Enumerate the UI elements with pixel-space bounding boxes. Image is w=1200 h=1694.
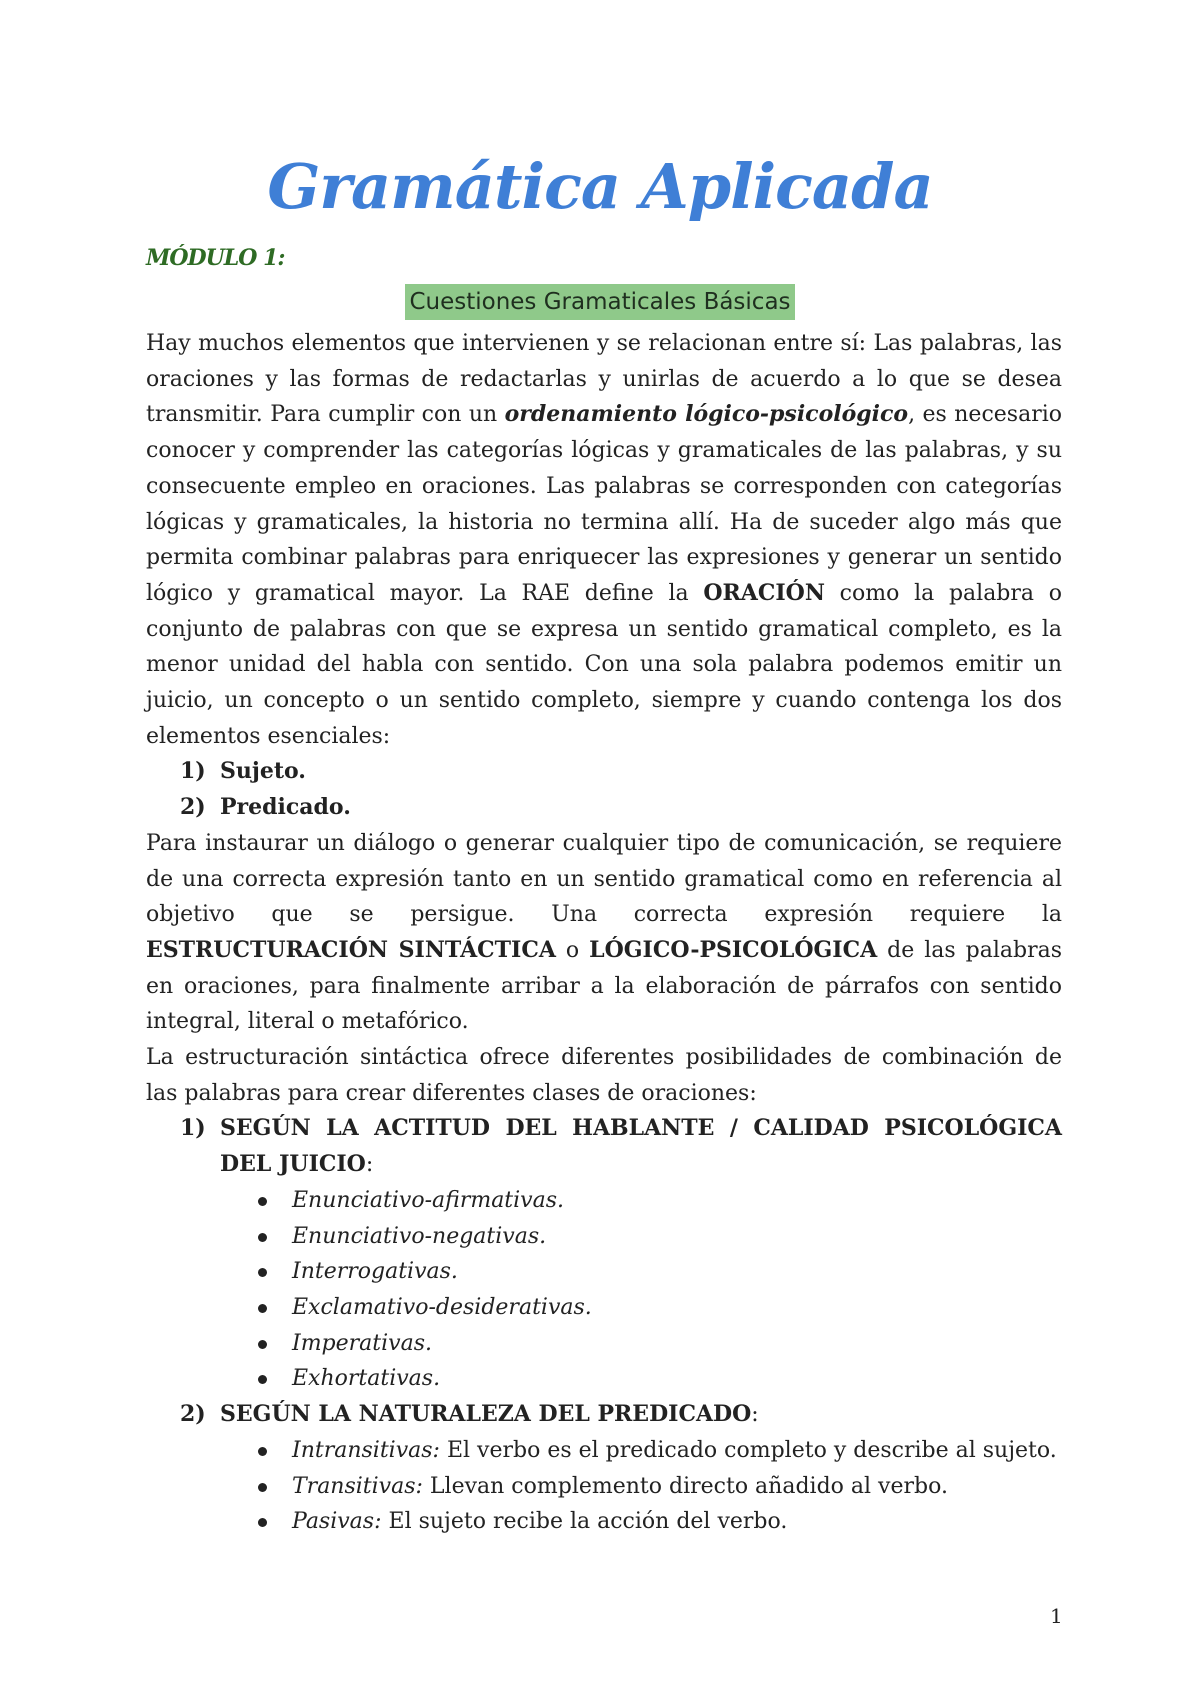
intro-text-2: , es necesario conocer y comprender las categorías lógicas y gramaticales de las palabras, y su consecuente empleo en oraciones. Las palabras se corresponden con categorías lógicas y gramaticales, la historia no termina allí. Ha de suceder algo más que permita combinar palabras para enriquecer las expresiones y generar un sentido lógico y gramatical mayor. La RAE define la [146, 402, 1062, 606]
module-label: MÓDULO 1: [146, 245, 285, 271]
list-item [146, 1361, 1062, 1397]
bullet-term: Pasivas: [292, 1509, 382, 1535]
bullet-icon [258, 1340, 267, 1349]
classification-1-items [146, 1183, 1062, 1397]
list-item [146, 1397, 1062, 1433]
list-item [146, 1433, 1062, 1469]
classification-2-items [146, 1433, 1062, 1540]
list-item [146, 754, 1062, 790]
classification-1 [146, 1111, 1062, 1182]
bullet-icon [258, 1447, 267, 1456]
bullet-desc: Llevan complemento directo añadido al verbo. [422, 1473, 948, 1499]
list-item [146, 1504, 1062, 1540]
page-number: 1 [1050, 1604, 1063, 1628]
bullet-text: Interrogativas. [292, 1259, 458, 1285]
second-paragraph [146, 826, 1062, 1040]
list-item [146, 1183, 1062, 1219]
list-item [146, 1290, 1062, 1326]
intro-text-3: como la palabra o conjunto de palabras con que se expresa un sentido gramatical completo, es la menor unidad del habla con sentido. Con una sola palabra podemos emitir un juicio, un concepto o un sentido completo, siempre y cuando contenga los dos elementos esenciales: [146, 580, 1062, 749]
list-number: 1) [180, 758, 206, 785]
second-connector: o [555, 937, 590, 963]
bullet-icon [258, 1375, 267, 1384]
intro-text-1: Hay muchos elementos que intervienen y se relacionan entre sí: Las palabras, las oraciones y las formas de redactarlas y unirlas de acuerdo a lo que se desea transmitir. Para cumplir con un [146, 331, 1062, 428]
second-emphasis-2: LÓGICO-PSICOLÓGICA [589, 936, 878, 963]
second-text-2: de las palabras en oraciones, para finalmente arribar a la elaboración de párrafos con sentido integral, literal o metafórico. [146, 937, 1062, 1035]
bullet-term: Transitivas: [292, 1473, 423, 1499]
heading-colon: : [365, 1152, 374, 1178]
bullet-term: Intransitivas: [292, 1437, 440, 1463]
document-body [146, 326, 1062, 1540]
bullet-icon [258, 1233, 267, 1242]
classification-heading: SEGÚN LA NATURALEZA DEL PREDICADO [220, 1401, 752, 1428]
heading-colon: : [751, 1402, 759, 1428]
list-item [146, 1219, 1062, 1255]
document-title: Gramática Aplicada [267, 150, 933, 223]
list-item [146, 1254, 1062, 1290]
bullet-icon [258, 1483, 267, 1492]
bullet-icon [258, 1197, 267, 1206]
bullet-text: Enunciativo-negativas. [292, 1223, 547, 1249]
second-emphasis-1: ESTRUCTURACIÓN SINTÁCTICA [146, 936, 556, 963]
section-title-wrapper [0, 284, 1200, 320]
bullet-text: Exclamativo-desiderativas. [292, 1294, 592, 1320]
bullet-text: Exhortativas. [292, 1366, 441, 1392]
third-paragraph: La estructuración sintáctica ofrece diferentes posibilidades de combinación de las palabras para crear diferentes clases de oraciones: [146, 1045, 1062, 1106]
section-title: Cuestiones Gramaticales Básicas [405, 284, 794, 320]
list-number: 1) [180, 1115, 206, 1142]
intro-emphasis-2: ORACIÓN [703, 579, 825, 606]
bullet-text: Imperativas. [292, 1330, 432, 1356]
intro-emphasis-1: ordenamiento lógico-psicológico [504, 401, 909, 428]
list-label: Predicado. [220, 794, 351, 821]
list-item [146, 1111, 1062, 1182]
bullet-icon [258, 1518, 267, 1527]
bullet-desc: El verbo es el predicado completo y describe al sujeto. [439, 1437, 1057, 1463]
classification-heading: SEGÚN LA ACTITUD DEL HABLANTE / CALIDAD PSICOLÓGICA DEL JUICIO [220, 1115, 1062, 1178]
intro-paragraph [146, 326, 1062, 754]
list-number: 2) [180, 1401, 206, 1428]
bullet-icon [258, 1304, 267, 1313]
list-label: Sujeto. [220, 758, 306, 785]
bullet-desc: El sujeto recibe la acción del verbo. [381, 1509, 788, 1535]
second-text-1: Para instaurar un diálogo o generar cualquier tipo de comunicación, se requiere de una correcta expresión tanto en un sentido gramatical como en referencia al objetivo que se persigue. Una correcta expresión requiere la [146, 830, 1062, 928]
classification-2 [146, 1397, 1062, 1433]
list-item [146, 790, 1062, 826]
essential-elements-list [146, 754, 1062, 825]
list-item [146, 1469, 1062, 1505]
bullet-icon [258, 1268, 267, 1277]
list-item [146, 1326, 1062, 1362]
list-number: 2) [180, 794, 206, 821]
bullet-text: Enunciativo-afirmativas. [292, 1187, 565, 1213]
